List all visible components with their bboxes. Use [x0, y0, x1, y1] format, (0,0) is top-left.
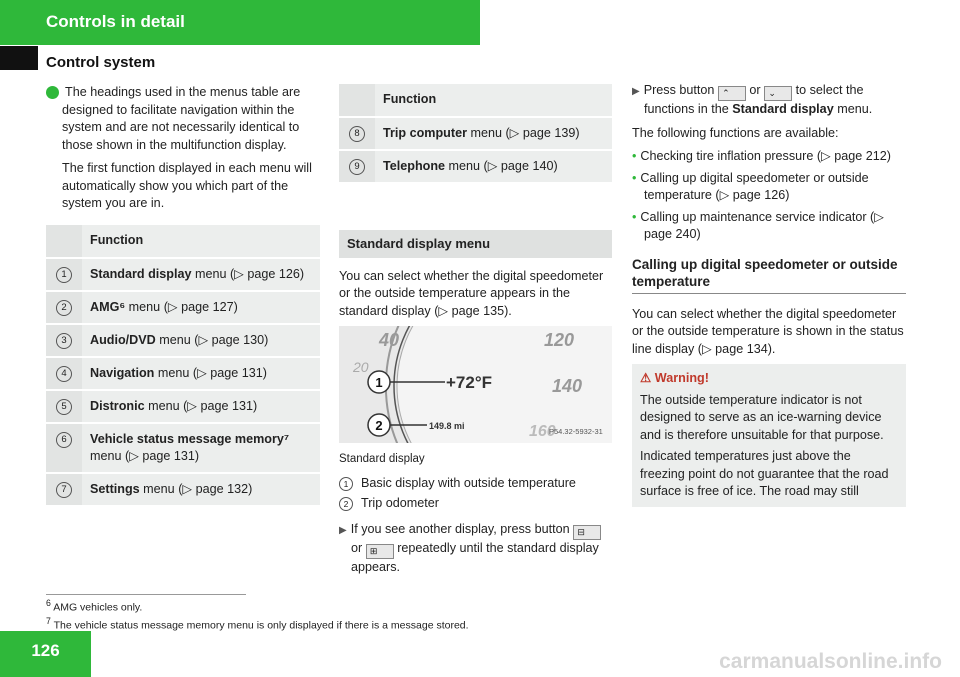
- figure-callout-2: 2: [375, 418, 383, 433]
- row-number: 3: [56, 333, 72, 349]
- standard-display-banner: Standard display menu: [339, 230, 612, 258]
- info-icon: i: [46, 86, 59, 99]
- gauge-label-140: 140: [552, 376, 583, 396]
- function-page-ref: menu (▷ page 131): [144, 398, 258, 413]
- page-number: 126: [31, 641, 60, 660]
- figure-temperature: +72°F: [446, 373, 493, 392]
- footnote: $^6$ AMG vehicles only.: [46, 598, 143, 614]
- function-row: [46, 391, 320, 422]
- function-page-ref: menu (▷ page 139): [466, 126, 580, 140]
- row-number: 5: [56, 399, 72, 415]
- function-name: Audio/DVD: [90, 332, 156, 347]
- section-tab-marker: [0, 46, 38, 70]
- footnotes: [46, 594, 469, 632]
- row-number: 6: [56, 432, 72, 448]
- table-header: Function: [82, 225, 320, 257]
- legend-text: Trip odometer: [361, 496, 439, 510]
- warning-paragraph-1: The outside temperature indicator is not designed to serve as an ice-warning device and is therefore unsuitable for that purpose.: [640, 392, 884, 442]
- function-table-left: [46, 223, 320, 507]
- subsection-heading: Calling up digital speedometer or outside temperature: [632, 256, 906, 294]
- function-page-ref: menu (▷ page 140): [445, 159, 558, 173]
- row-number: 8: [349, 126, 365, 142]
- row-number: 2: [56, 300, 72, 316]
- function-row: [46, 424, 320, 472]
- row-number: 1: [56, 267, 72, 283]
- legend-item: [339, 495, 612, 513]
- bullet-icon: •: [632, 209, 637, 224]
- table-header: Function: [375, 84, 612, 116]
- available-functions-intro: The following functions are available:: [632, 125, 839, 140]
- figure-callout-1: 1: [375, 375, 383, 390]
- info-paragraph-1: The headings used in the menus table are designed to facilitate navigation within the system and are not necessarily identical to those shown in the multifunction display.: [62, 85, 301, 152]
- bullet-item: • Calling up digital speedometer or outside temperature (▷ page 126): [632, 170, 869, 202]
- step-press-button: ▶ If you see another display, press button ⊟ or ⊞ repeatedly until the standard display appears.: [339, 521, 612, 577]
- standard-display-figure: [339, 326, 612, 443]
- function-name: Vehicle status message memory⁷: [90, 431, 290, 446]
- function-name: Distronic: [90, 398, 145, 413]
- function-page-ref: menu (▷ page 127): [125, 299, 238, 314]
- middle-column: [339, 82, 612, 582]
- warning-paragraph-2: Indicated temperatures just above the freezing point do not guarantee that the road surface is free of ice. The road may still: [640, 449, 889, 498]
- standard-display-intro: You can select whether the digital speedometer or the outside temperature appears in the standard display (▷ page 135).: [339, 268, 604, 318]
- down-button-icon: ⌄: [764, 86, 792, 101]
- bullet-item: • Checking tire inflation pressure (▷ page 212): [632, 149, 891, 163]
- function-name: Navigation: [90, 365, 155, 380]
- section-title: Control system: [46, 54, 156, 71]
- warning-icon: ⚠: [640, 371, 655, 385]
- bullet-icon: •: [632, 170, 637, 185]
- warning-title: Warning!: [654, 371, 709, 385]
- function-page-ref: menu (▷ page 131): [90, 448, 200, 463]
- function-row: [46, 325, 320, 356]
- watermark: carmanualsonline.info: [719, 650, 942, 673]
- function-row: [339, 151, 612, 182]
- figure-caption: Standard display: [339, 453, 425, 465]
- left-column: [43, 84, 320, 507]
- info-paragraph-2: The first function displayed in each menu will automatically show you which part of the system you are in.: [62, 161, 312, 210]
- row-number: 4: [56, 366, 72, 382]
- function-table-middle: [339, 82, 612, 184]
- function-page-ref: menu (▷ page 126): [191, 266, 305, 281]
- function-page-ref: menu (▷ page 132): [139, 481, 253, 496]
- display-button-icon: ⊞: [366, 544, 394, 559]
- right-column: [632, 82, 906, 507]
- legend-item: [339, 475, 612, 493]
- chapter-title: Controls in detail: [46, 12, 185, 31]
- legend-text: Basic display with outside temperature: [361, 475, 576, 490]
- function-row: [46, 259, 320, 290]
- function-name: Standard display: [90, 266, 192, 281]
- gauge-label-120: 120: [544, 330, 575, 350]
- function-row: [339, 118, 612, 149]
- function-name: Trip computer: [383, 126, 467, 140]
- gauge-label-160: 160: [529, 423, 556, 440]
- figure-odometer: 149.8 mi: [429, 421, 465, 431]
- subsection-paragraph: You can select whether the digital speedometer or the outside temperature is shown in the status line display (▷ page 134).: [632, 306, 904, 356]
- footnote: $^7$ The vehicle status message memory menu is only displayed if there is a message stored.: [46, 615, 469, 631]
- warning-box: [632, 364, 906, 507]
- function-name: AMG⁶: [90, 299, 126, 314]
- function-row: [46, 474, 320, 505]
- function-name: Settings: [90, 481, 140, 496]
- legend-number: 2: [339, 497, 353, 511]
- display-button-icon: ⊟: [573, 525, 601, 540]
- function-page-ref: menu (▷ page 130): [155, 332, 269, 347]
- gauge-label-40: 40: [379, 330, 400, 350]
- function-name: Telephone: [383, 159, 446, 173]
- row-number: 7: [56, 482, 72, 498]
- figure-code: P54.32-5932-31: [549, 427, 603, 436]
- legend-number: 1: [339, 477, 353, 491]
- function-row: [46, 358, 320, 389]
- step-select-functions: ▶ Press button ⌃ or ⌄ to select the functions in the Standard display menu.: [632, 83, 873, 116]
- function-row: [46, 292, 320, 323]
- function-page-ref: menu (▷ page 131): [154, 365, 267, 380]
- up-button-icon: ⌃: [718, 86, 746, 101]
- bullet-item: • Calling up maintenance service indicator (▷ page 240): [632, 209, 884, 241]
- gauge-label-20: 20: [353, 359, 369, 375]
- row-number: 9: [349, 159, 365, 175]
- bullet-icon: •: [632, 149, 637, 163]
